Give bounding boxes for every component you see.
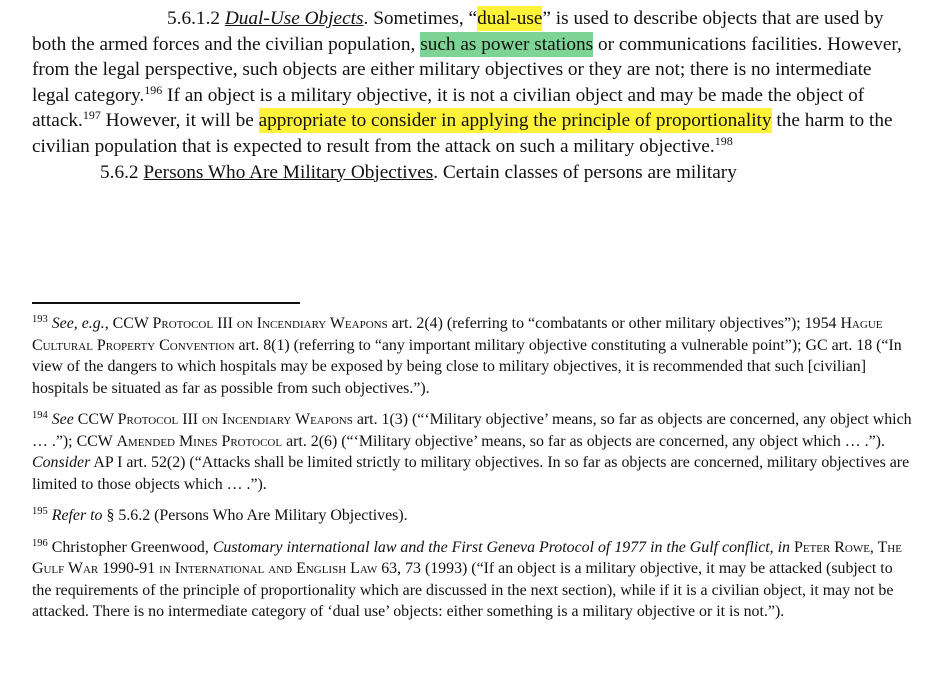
source-title: Protocol III on Incendiary Weapons xyxy=(152,315,388,332)
signal-text: Refer to xyxy=(51,507,103,524)
footnote-separator xyxy=(32,302,300,304)
note-text: art. 8(1) (referring to “any important military objective constituting a vulnerable point”); GC art. 18 (“In view of the dangers to which hospitals may be exposed by being close to military objectives, it is recommended that such [civilian] hospitals be situated as far as possible from such objectives.”). xyxy=(32,336,902,397)
main-text xyxy=(32,6,912,185)
note-text: CCW xyxy=(73,411,118,428)
paragraph-5-6-2 xyxy=(32,160,912,186)
footnote-194 xyxy=(32,409,912,495)
body-text: If an object is a military objective, it is not a civilian object and may be made the object of attack. xyxy=(32,84,865,132)
footnote-ref[interactable]: 196 xyxy=(144,82,163,97)
paragraph-5-6-1-2 xyxy=(32,6,912,160)
signal-text: Consider xyxy=(32,454,91,471)
source-title: Peter Rowe, The Gulf War 1990-91 in International and English Law xyxy=(32,538,902,577)
body-text: . Certain classes of persons are military xyxy=(433,161,737,183)
note-text: art. 2(4) (referring to “combatants or other military objectives”); 1954 xyxy=(387,315,841,332)
body-text: ” is used to describe objects that are used by both the armed forces and the civilian population, xyxy=(32,8,884,55)
note-text: AP I art. 52(2) (“Attacks shall be limited strictly to military objectives. In so far as objects are concerned, military objectives are limited to those objects which … .”). xyxy=(32,454,910,493)
note-text: , CCW xyxy=(104,315,153,332)
body-text: or communications facilities. However, from the legal perspective, such objects are either military objectives or they are not; there is no intermediate legal category. xyxy=(32,33,902,106)
signal-text: See xyxy=(51,411,74,428)
section-title: Persons Who Are Military Objectives xyxy=(143,161,434,183)
source-title: Customary international law and the First Geneva Protocol of 1977 in the Gulf conflict xyxy=(212,538,770,556)
note-text: art. 1(3) (“‘Military objective’ means, so far as objects are concerned, any object which … .”); CCW xyxy=(32,411,912,450)
highlight-dual-use: dual-use xyxy=(477,8,543,29)
footnote-195 xyxy=(32,505,912,527)
note-text: art. 2(6) (“‘Military objective’ means, so far as objects are concerned, any object which … .”). xyxy=(282,432,885,450)
note-text: Christopher Greenwood, xyxy=(47,538,213,556)
source-title: Amended Mines Protocol xyxy=(116,432,283,450)
body-text: the harm to the civilian population that is expected to result from the attack on such a military objective. xyxy=(32,110,893,157)
source-title: Protocol III on Incendiary Weapons xyxy=(117,411,353,428)
body-text: . Sometimes, “ xyxy=(363,8,478,29)
section-number: 5.6.2 xyxy=(100,161,144,183)
note-text: 63, 73 (1993) (“If an object is a military objective, it may be attacked (subject to the requirements of the principle of proportionality which are discussed in the next section), while if it is a civilian object, it may not be attacked. There is no intermediate category of ‘dual use’ objects: either something is a military objective or it is not.”). xyxy=(32,560,894,620)
footnote-number: 196 xyxy=(32,537,48,549)
source-title: Hague Cultural Property Convention xyxy=(32,315,883,354)
section-title: Dual-Use Objects xyxy=(224,8,364,29)
section-number: 5.6.1.2 xyxy=(167,8,225,29)
note-text: § 5.6.2 (Persons Who Are Military Objectives). xyxy=(102,507,408,524)
footnote-ref[interactable]: 197 xyxy=(82,108,101,123)
footnote-196 xyxy=(32,537,912,623)
signal-text: in xyxy=(777,538,790,556)
footnote-number: 194 xyxy=(32,410,48,421)
footnotes xyxy=(32,313,912,633)
footnote-number: 193 xyxy=(32,314,48,325)
footnote-number: 195 xyxy=(32,506,48,517)
footnote-ref[interactable]: 198 xyxy=(714,133,733,148)
footnote-193 xyxy=(32,313,912,399)
highlight-proportionality: appropriate to consider in applying the principle of proportionality xyxy=(258,110,772,132)
highlight-power-stations: such as power stations xyxy=(420,33,594,55)
signal-text: See, e.g. xyxy=(51,315,105,332)
body-text: However, it will be xyxy=(100,110,259,132)
note-text: , xyxy=(769,538,778,556)
